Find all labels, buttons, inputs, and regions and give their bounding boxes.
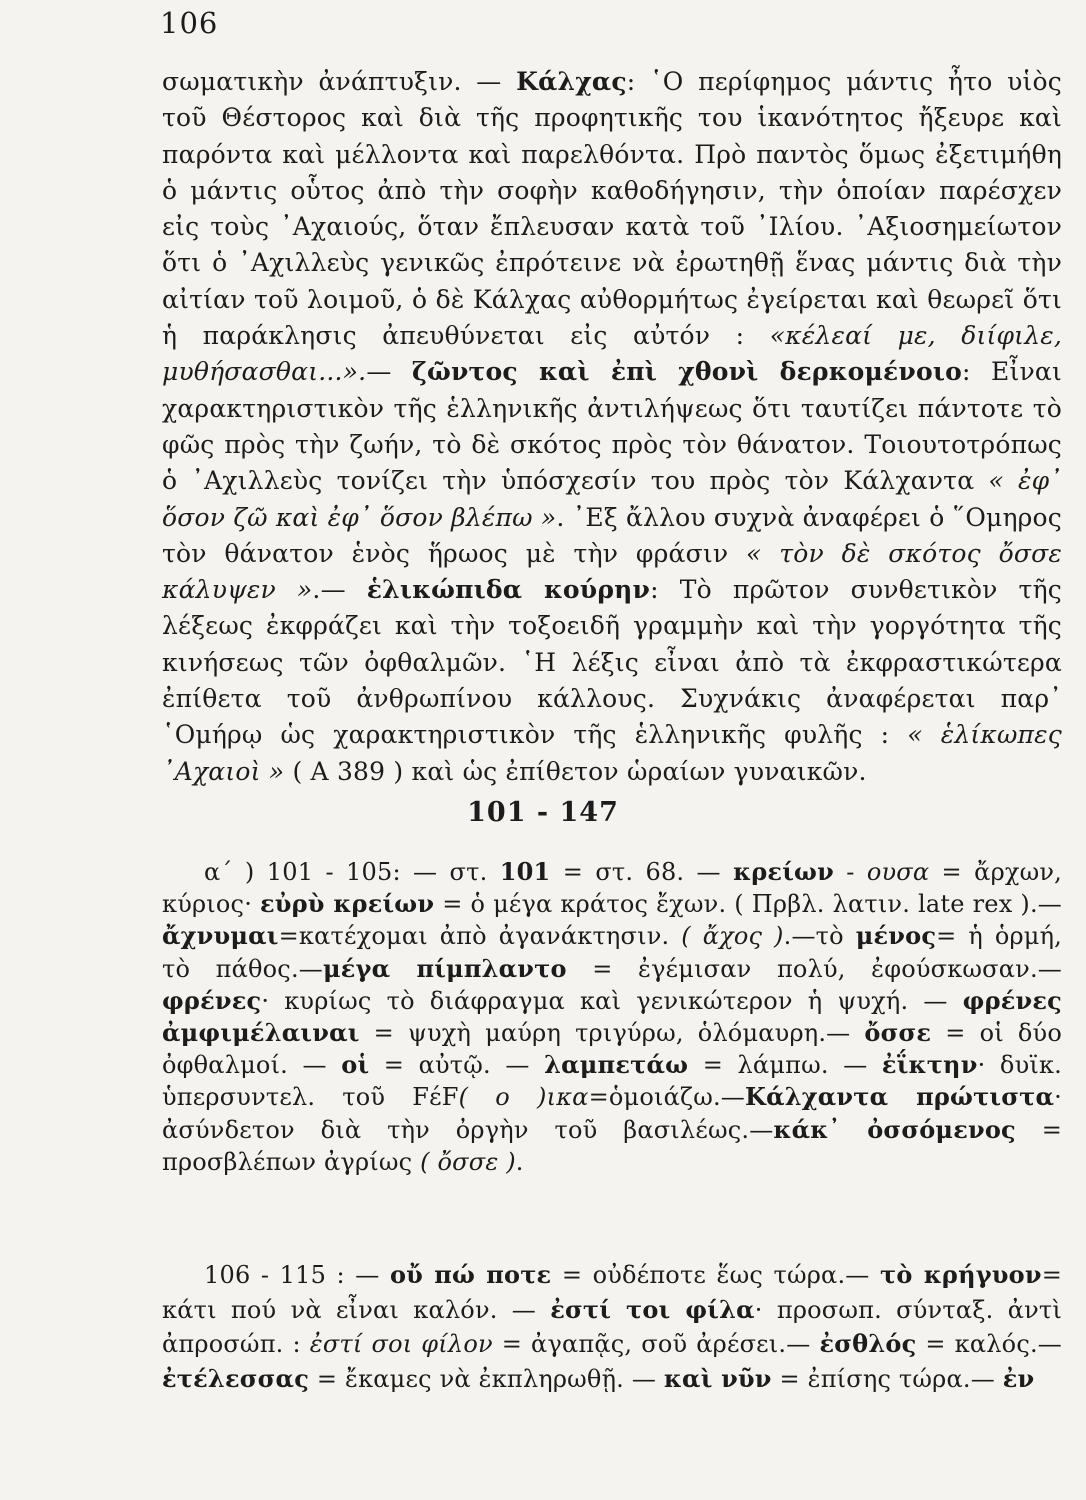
notes-paragraph-101-105: [162, 856, 1062, 1178]
italic-quote: ( ἄχος ): [681, 922, 784, 951]
bold-term: ἐν: [1002, 1363, 1035, 1393]
italic-quote: « ἑλίκωπες ᾿Αχαιοὶ »: [162, 720, 1063, 786]
notes-paragraph-106-115: [162, 1258, 1062, 1396]
italic-quote: ἐστί σοι φίλον: [309, 1330, 493, 1358]
text-run: =κατέχομαι ἀπὸ ἀγανάκτησιν.: [278, 922, 682, 951]
text-run: = ἄρχων, κύριος·: [162, 858, 1063, 919]
text-run: σωματικὴν ἀνάπτυξιν. —: [162, 67, 517, 96]
text-run: = ἐγέμισαν πολύ, ἐφούσκωσαν.—: [566, 954, 1062, 983]
text-run: · δυϊκ. ὑπερσυντελ. τοῦ FέF: [162, 1051, 1062, 1112]
text-run: · προσωπ. σύνταξ. ἀντὶ ἀπροσώπ. :: [162, 1295, 1062, 1358]
bold-term: ἐσθλός: [819, 1329, 917, 1358]
text-run: · κυρίως τὸ διάφραγμα καὶ γενικώτερον ἡ ψυχή. —: [261, 986, 963, 1015]
text-run: = κάτι πού νὰ εἶναι καλόν. —: [162, 1261, 1062, 1324]
bold-term: οἱ: [341, 1050, 370, 1080]
text-run: = καλός.—: [916, 1330, 1062, 1358]
text-run: = ὁ μέγα κράτος ἔχων. ( Πρβλ. λατιν. late rex ).—: [434, 890, 1062, 919]
bold-term: οὔ πώ ποτε: [389, 1260, 552, 1289]
text-run: : Εἶναι χαρακτηριστικὸν τῆς ἑλληνικῆς ἀντιλήψεως ὅτι ταυτίζει πάντοτε τὸ φῶς πρὸς τὴν ζωήν, τὸ δὲ σκότος πρὸς τὸν θάνατον. Τοιουτοτρόπως ὁ ᾿Αχιλλεὺς τονίζει τὴν ὑπόσχεσίν του πρὸς τὸν Κάλχαντα: [162, 357, 1062, 496]
bold-term: μέγα πίμπλαντο: [322, 953, 567, 983]
text-run: = προσβλέπων ἀγρίως: [162, 1115, 1063, 1176]
bold-term: κάκ᾿ ὀσσόμενος: [773, 1114, 1016, 1144]
bold-term: 101: [499, 857, 551, 886]
section-heading: 101 - 147: [467, 797, 619, 828]
bold-term: ὄσσε: [864, 1018, 932, 1048]
text-run: 106 - 115 : —: [204, 1261, 390, 1289]
text-run: = ἀγαπᾷς, σοῦ ἀρέσει.—: [492, 1330, 820, 1358]
text-run: .—: [312, 575, 367, 605]
text-run: = λάμπω. —: [688, 1051, 882, 1080]
bold-term: ἑλικώπιδα κούρην: [366, 575, 651, 605]
italic-quote: ( ὄσσε ): [420, 1147, 516, 1176]
italic-quote: ουσα: [866, 858, 930, 886]
page-number: 106: [160, 6, 219, 40]
text-run: = ἔκαμες νὰ ἐκπληρωθῇ. —: [309, 1364, 664, 1393]
text-run: : Τὸ πρῶτον συνθετικὸν τῆς λέξεως ἐκφράζει καὶ τὴν τοξοειδῆ γραμμὴν καὶ τὴν γοργότητα τῆς κινήσεως τῶν ὀφθαλμῶν. ῾Η λέξις εἶναι ἀπὸ τὰ ἐκφραστικώτερα ἐπίθετα τοῦ ἀνθρωπίνου κάλλους. Συχνάκις ἀναφέρεται παρ᾿ ῾Ομήρῳ ὡς χαρακτηριστικὸν τῆς ἑλληνικῆς φυλῆς :: [162, 575, 1062, 750]
italic-quote: ( ο )ικα: [458, 1083, 589, 1112]
text-run: .—τὸ: [783, 922, 856, 951]
italic-quote: « ἐφ᾿ ὅσον ζῶ καὶ ἐφ᾿ ὅσον βλέπω »: [162, 466, 1062, 532]
text-run: = ἡ ὁρμή, τὸ πάθος.—: [162, 922, 1063, 983]
text-run: -: [833, 858, 867, 886]
bold-term: ἐΐκτην: [881, 1050, 978, 1080]
text-run: . ᾿Εξ ἄλλου συχνὰ ἀναφέρει ὁ ῞Ομηρος τὸν θάνατον ἑνὸς ἥρωος μὲ τὴν φράσιν: [162, 502, 1062, 568]
bold-term: φρένες: [162, 985, 262, 1015]
bold-term: λαμπετάω: [544, 1050, 689, 1080]
text-run: = στ. 68. —: [550, 858, 734, 886]
bold-term: εὐρὺ κρείων: [260, 889, 435, 919]
bold-term: καὶ νῦν: [663, 1363, 772, 1393]
text-run: = αὐτῷ. —: [369, 1051, 545, 1080]
italic-quote: « τὸν δὲ σκότος ὄσσε κάλυψεν »: [162, 538, 1062, 605]
text-run: = οὐδέποτε ἕως τώρα.—: [551, 1261, 880, 1289]
text-run: =ὁμοιάζω.—: [588, 1083, 746, 1112]
text-run: · ἀσύνδετον διὰ τὴν ὀργὴν τοῦ βασιλέως.—: [162, 1083, 1063, 1144]
italic-quote: «κέλεαί με, διίφιλε, μυθήσασθαι...».: [162, 321, 1062, 387]
text-run: ( Α 389 ) καὶ ὡς ἐπίθετον ὡραίων γυναικῶν.: [284, 756, 867, 786]
text-run: = οἱ δύο ὀφθαλμοί. —: [162, 1019, 1062, 1080]
text-run: = ψυχὴ μαύρη τριγύρω, ὁλόμαυρη.—: [359, 1019, 865, 1048]
text-run: .: [515, 1147, 524, 1176]
bold-term: φρένες ἀμφιμέλαιναι: [162, 985, 1062, 1048]
bold-term: κρείων: [733, 857, 834, 886]
bold-term: ζῶντος καὶ ἐπὶ χθονὶ δερκομένοιο: [411, 357, 963, 387]
bold-term: μένος: [855, 921, 937, 951]
intro-paragraph: [162, 64, 1062, 790]
text-run: α΄ ) 101 - 105: — στ.: [204, 858, 500, 886]
bold-term: Κάλχας: [516, 67, 627, 96]
bold-term: τὸ κρήγυον: [879, 1260, 1042, 1289]
bold-term: ἄχνυμαι: [162, 921, 279, 951]
bold-term: ἐστί τοι φίλα: [550, 1294, 755, 1324]
text-run: : ῾Ο περίφημος μάντις ἦτο υἱὸς τοῦ Θέστορος καὶ διὰ τῆς προφητικῆς του ἱκανότητος ἤξευρε καὶ παρόντα καὶ μέλλοντα καὶ παρελθόντα. Πρὸ παντὸς ὅμως ἐξετιμήθη ὁ μάντις οὗτος ἀπὸ τὴν σοφὴν καθοδήγησιν, τὴν ὁποίαν παρέσχεν εἰς τοὺς ᾿Αχαιούς, ὅταν ἔπλευσαν κατὰ τοῦ ᾿Ιλίου. ᾿Αξιοσημείωτον ὅτι ὁ ᾿Αχιλλεὺς γενικῶς ἐπρότεινε νὰ ἐρωτηθῇ ἕνας μάντις διὰ τὴν αἰτίαν τοῦ λοιμοῦ, ὁ δὲ Κάλχας αὐθορμήτως ἐγείρεται καὶ θεωρεῖ ὅτι ἡ παράκλησις ἀπευθύνεται εἰς αὐτόν :: [162, 67, 1063, 351]
text-run: —: [366, 357, 412, 387]
text-run: = ἐπίσης τώρα.—: [771, 1364, 1003, 1393]
bold-term: Κάλχαντα πρώτιστα: [745, 1082, 1055, 1112]
bold-term: ἐτέλεσσας: [162, 1363, 310, 1393]
